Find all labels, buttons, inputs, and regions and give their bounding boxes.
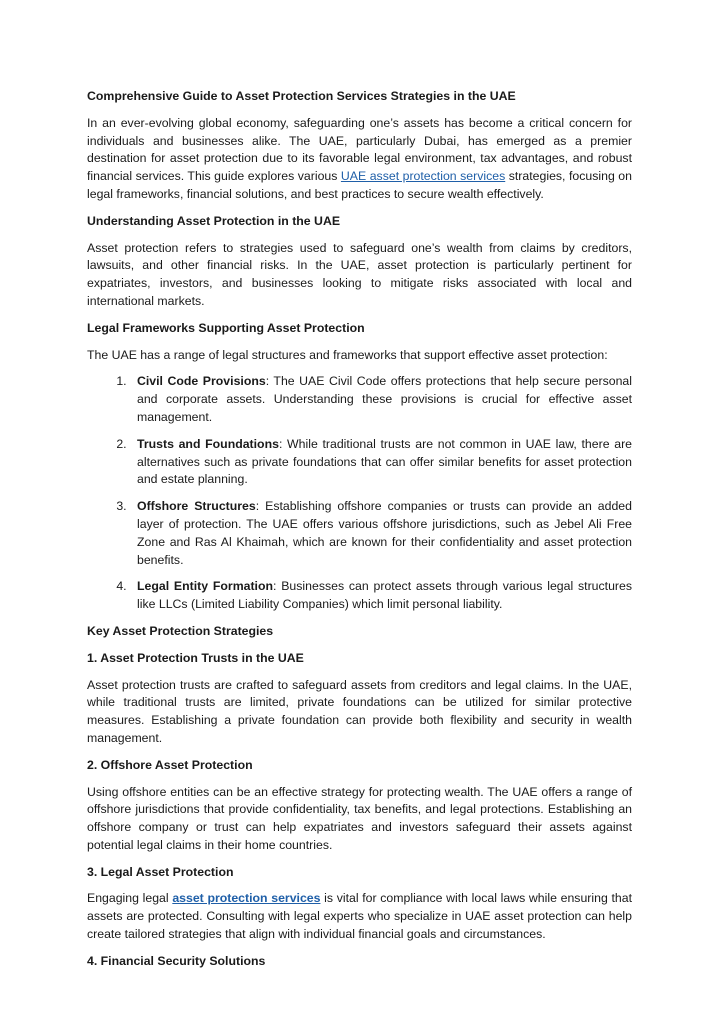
- intro-text-after-link: strategies, focusing on legal frameworks, financial solutions, and best practices to secure wealth effectively.: [87, 169, 632, 201]
- intro-text-before-link: In an ever-evolving global economy, safeguarding one’s assets has become a critical concern for individuals and businesses alike. The UAE, particularly Dubai, has emerged as a premier destination for asset protection due to its favorable legal environment, tax advantages, and robust financial services. This guide explores various: [87, 115, 632, 184]
- subsection-heading-offshore: 2. Offshore Asset Protection: [87, 757, 253, 772]
- list-item-text: : The UAE Civil Code offers protections that help secure personal and corporate assets. Understanding these provisions is crucial for effective asset management.: [137, 374, 632, 424]
- subsection-heading-trusts: 1. Asset Protection Trusts in the UAE: [87, 650, 304, 665]
- list-item-term: Legal Entity Formation: [137, 579, 273, 594]
- legal-frameworks-list: [87, 373, 632, 614]
- asset-protection-services-link[interactable]: asset protection services: [172, 891, 321, 906]
- list-item-text: : Establishing offshore companies or trusts can provide an added layer of protection. The UAE offers various offshore jurisdictions, such as Jebel Ali Free Zone and Ras Al Khaimah, which are known for their confidentiality and asset protection benefits.: [137, 499, 632, 567]
- list-item: [130, 373, 632, 426]
- legal-frameworks-intro: The UAE has a range of legal structures and frameworks that support effective asset protection:: [87, 347, 608, 362]
- section-heading-understanding: Understanding Asset Protection in the UAE: [87, 213, 341, 228]
- subsection-heading-financial-security: 4. Financial Security Solutions: [87, 953, 266, 968]
- intro-paragraph: [87, 115, 632, 204]
- subsection-heading-legal: 3. Legal Asset Protection: [87, 864, 234, 879]
- list-item: [130, 436, 632, 489]
- legal-text-before-link: Engaging legal: [87, 891, 173, 906]
- document-title: Comprehensive Guide to Asset Protection Services Strategies in the UAE: [87, 89, 516, 103]
- list-item-text: : Businesses can protect assets through various legal structures like LLCs (Limited Liability Companies) which limit personal liability.: [137, 579, 632, 612]
- section-heading-key-strategies: Key Asset Protection Strategies: [87, 623, 274, 638]
- legal-text-after-link: is vital for compliance with local laws while ensuring that assets are protected. Consulting with legal experts who specialize in UAE asset protection can help create tailored strategies that align with individual financial goals and circumstances.: [87, 891, 632, 942]
- subsection-legal-paragraph: [87, 890, 632, 943]
- list-item-term: Civil Code Provisions: [137, 374, 266, 389]
- list-item-term: Offshore Structures: [137, 499, 256, 514]
- list-item-term: Trusts and Foundations: [137, 436, 279, 451]
- list-item-text: : While traditional trusts are not common in UAE law, there are alternatives such as private foundations that can offer similar benefits for asset protection and estate planning.: [137, 436, 632, 487]
- subsection-offshore-paragraph: Using offshore entities can be an effective strategy for protecting wealth. The UAE offers a range of offshore jurisdictions that provide confidentiality, tax benefits, and legal protections. Establishing an offshore company or trust can help expatriates and investors safeguard their assets against potential legal claims in their home countries.: [87, 784, 632, 852]
- section-heading-legal-frameworks: Legal Frameworks Supporting Asset Protection: [87, 320, 365, 335]
- list-item: [130, 578, 632, 614]
- section-understanding-paragraph: Asset protection refers to strategies used to safeguard one’s wealth from claims by creditors, lawsuits, and other financial risks. In the UAE, asset protection is particularly pertinent for expatriates, investors, and businesses looking to mitigate risks associated with local and international markets.: [87, 240, 632, 308]
- list-item: [130, 498, 632, 569]
- uae-asset-protection-services-link[interactable]: UAE asset protection services: [340, 169, 506, 184]
- subsection-trusts-paragraph: Asset protection trusts are crafted to safeguard assets from creditors and legal claims. In the UAE, while traditional trusts are limited, private foundations can be utilized for similar protective measures. Establishing a private foundation can provide both flexibility and security in wealth management.: [87, 677, 632, 745]
